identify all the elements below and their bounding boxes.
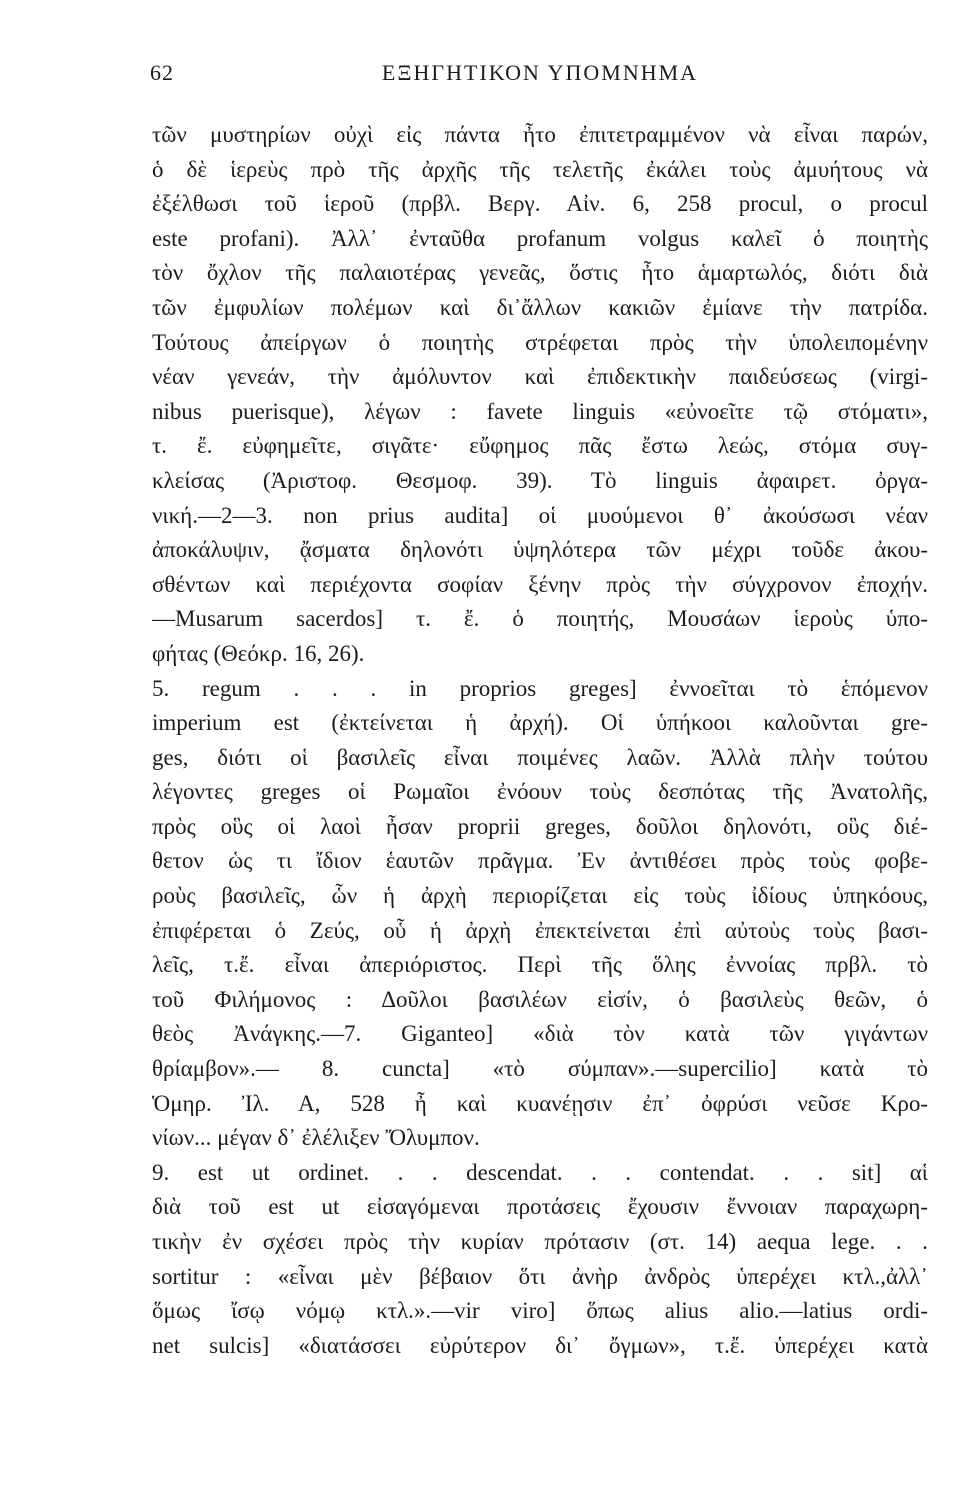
text-line: τοῦ Φιλήμονος : Δοῦλοι βασιλέων εἰσίν, ὁ βασιλεὺς θεῶν, ὁ — [152, 986, 928, 1012]
page-header — [150, 54, 930, 94]
text-line: κλείσας (Ἀριστοφ. Θεσμοφ. 39). Τὸ linguis ἀφαιρετ. ὀργα- — [152, 467, 928, 493]
text-line: ἐπιφέρεται ὁ Ζεύς, οὗ ἡ ἀρχὴ ἐπεκτείνεται ἐπὶ αὐτοὺς τοὺς βασι- — [152, 917, 928, 943]
text-line: θετον ὡς τι ἴδιον ἑαυτῶν πρᾶγμα. Ἐν ἀντιθέσει πρὸς τοὺς φοβε- — [152, 848, 928, 874]
text-line: πρὸς οὓς οἱ λαοὶ ἦσαν proprii greges, δοῦλοι δηλονότι, οὓς διέ- — [152, 813, 928, 839]
text-line: net sulcis] «διατάσσει εὐρύτερον δι᾽ ὄγμων», τ.ἔ. ὑπερέχει κατὰ — [152, 1332, 928, 1358]
text-line: σθέντων καὶ περιέχοντα σοφίαν ξένην πρὸς τὴν σύγχρονον ἐποχήν. — [152, 571, 928, 597]
text-line: τικὴν ἐν σχέσει πρὸς τὴν κυρίαν πρότασιν (στ. 14) aequa lege. . . — [152, 1229, 928, 1254]
text-line: ges, διότι οἱ βασιλεῖς εἶναι ποιμένες λαῶν. Ἀλλὰ πλὴν τούτου — [152, 744, 928, 770]
text-line: —Musarum sacerdos] τ. ἔ. ὁ ποιητής, Μουσάων ἱεροὺς ὑπο- — [152, 606, 928, 632]
text-line: νική.—2—3. non prius audita] οἱ μυούμενοι θ᾽ ἀκούσωσι νέαν — [152, 502, 928, 528]
text-line: θρίαμβον».— 8. cuncta] «τὸ σύμπαν».—supercilio] κατὰ τὸ — [152, 1056, 928, 1082]
text-line: 5. regum . . . in proprios greges] ἐννοεῖται τὸ ἑπόμενον — [152, 675, 928, 701]
text-line: νέαν γενεάν, τὴν ἀμόλυντον καὶ ἐπιδεκτικὴν παιδεύσεως (virgi- — [152, 364, 928, 390]
text-line: διὰ τοῦ est ut εἰσαγόμεναι προτάσεις ἔχουσιν ἔννοιαν παραχωρη- — [152, 1194, 928, 1220]
text-line: λέγοντες greges οἱ Ρωμαῖοι ἐνόουν τοὺς δεσπότας τῆς Ἀνατολῆς, — [152, 779, 928, 805]
text-line: τ. ἔ. εὐφημεῖτε, σιγᾶτε· εὔφημος πᾶς ἔστω λεώς, στόμα συγ- — [152, 433, 928, 459]
text-line: ὅμως ἴσῳ νόμῳ κτλ.».—vir viro] ὅπως alius alio.—latius ordi- — [152, 1298, 928, 1324]
text-line: nibus puerisque), λέγων : favete linguis «εὐνοεῖτε τῷ στόματι», — [152, 398, 928, 424]
text-line: Ὁμηρ. Ἰλ. Α, 528 ἦ καὶ κυανέῃσιν ἐπ᾽ ὀφρύσι νεῦσε Κρο- — [152, 1090, 928, 1116]
text-line: νίων... μέγαν δ᾽ ἐλέλιξεν Ὄλυμπον. — [152, 1125, 480, 1151]
text-line: τῶν ἐμφυλίων πολέμων καὶ δι᾽ἄλλων κακιῶν ἐμίανε τὴν πατρίδα. — [152, 294, 928, 320]
text-line: τὸν ὄχλον τῆς παλαιοτέρας γενεᾶς, ὅστις ἦτο ἁμαρτωλός, διότι διὰ — [152, 260, 928, 286]
text-line: ὁ δὲ ἱερεὺς πρὸ τῆς ἀρχῆς τῆς τελετῆς ἐκάλει τοὺς ἀμυήτους νὰ — [152, 156, 928, 182]
commentary-text — [152, 118, 928, 1363]
text-line: Τούτους ἀπείργων ὁ ποιητὴς στρέφεται πρὸς τὴν ὑπολειπομένην — [152, 329, 928, 355]
running-title: ΕΞΗΓΗΤΙΚΟΝ ΥΠΟΜΝΗΜΑ — [381, 60, 699, 85]
text-line: ροὺς βασιλεῖς, ὧν ἡ ἀρχὴ περιορίζεται εἰς τοὺς ἰδίους ὑπηκόους, — [152, 883, 928, 909]
text-line: θεὸς Ἀνάγκης.—7. Giganteo] «διὰ τὸν κατὰ τῶν γιγάντων — [152, 1021, 928, 1047]
text-line: 9. est ut ordinet. . . descendat. . . contendat. . . sit] αἱ — [152, 1159, 928, 1185]
text-line: este profani). Ἀλλ᾽ ἐνταῦθα profanum volgus καλεῖ ὁ ποιητὴς — [152, 225, 928, 251]
text-line: ἐξέλθωσι τοῦ ἱεροῦ (πρβλ. Βεργ. Αἰν. 6, 258 procul, o procul — [152, 191, 928, 217]
text-line: ἀποκάλυψιν, ᾄσματα δηλονότι ὑψηλότερα τῶν μέχρι τοῦδε ἀκου- — [152, 537, 928, 563]
text-line: λεῖς, τ.ἔ. εἶναι ἀπεριόριστος. Περὶ τῆς ὅλης ἐννοίας πρβλ. τὸ — [152, 952, 928, 978]
text-line: sortitur : «εἶναι μὲν βέβαιον ὅτι ἀνὴρ ἀνδρὸς ὑπερέχει κτλ.,ἀλλ᾽ — [152, 1263, 928, 1289]
text-line: φήτας (Θεόκρ. 16, 26). — [152, 640, 365, 666]
text-line: imperium est (ἐκτείνεται ἡ ἀρχή). Οἱ ὑπήκοοι καλοῦνται gre- — [152, 710, 928, 736]
text-line: τῶν μυστηρίων οὐχὶ εἰς πάντα ἦτο ἐπιτετραμμένον νὰ εἶναι παρών, — [152, 122, 928, 147]
page-number: 62 — [150, 60, 174, 85]
